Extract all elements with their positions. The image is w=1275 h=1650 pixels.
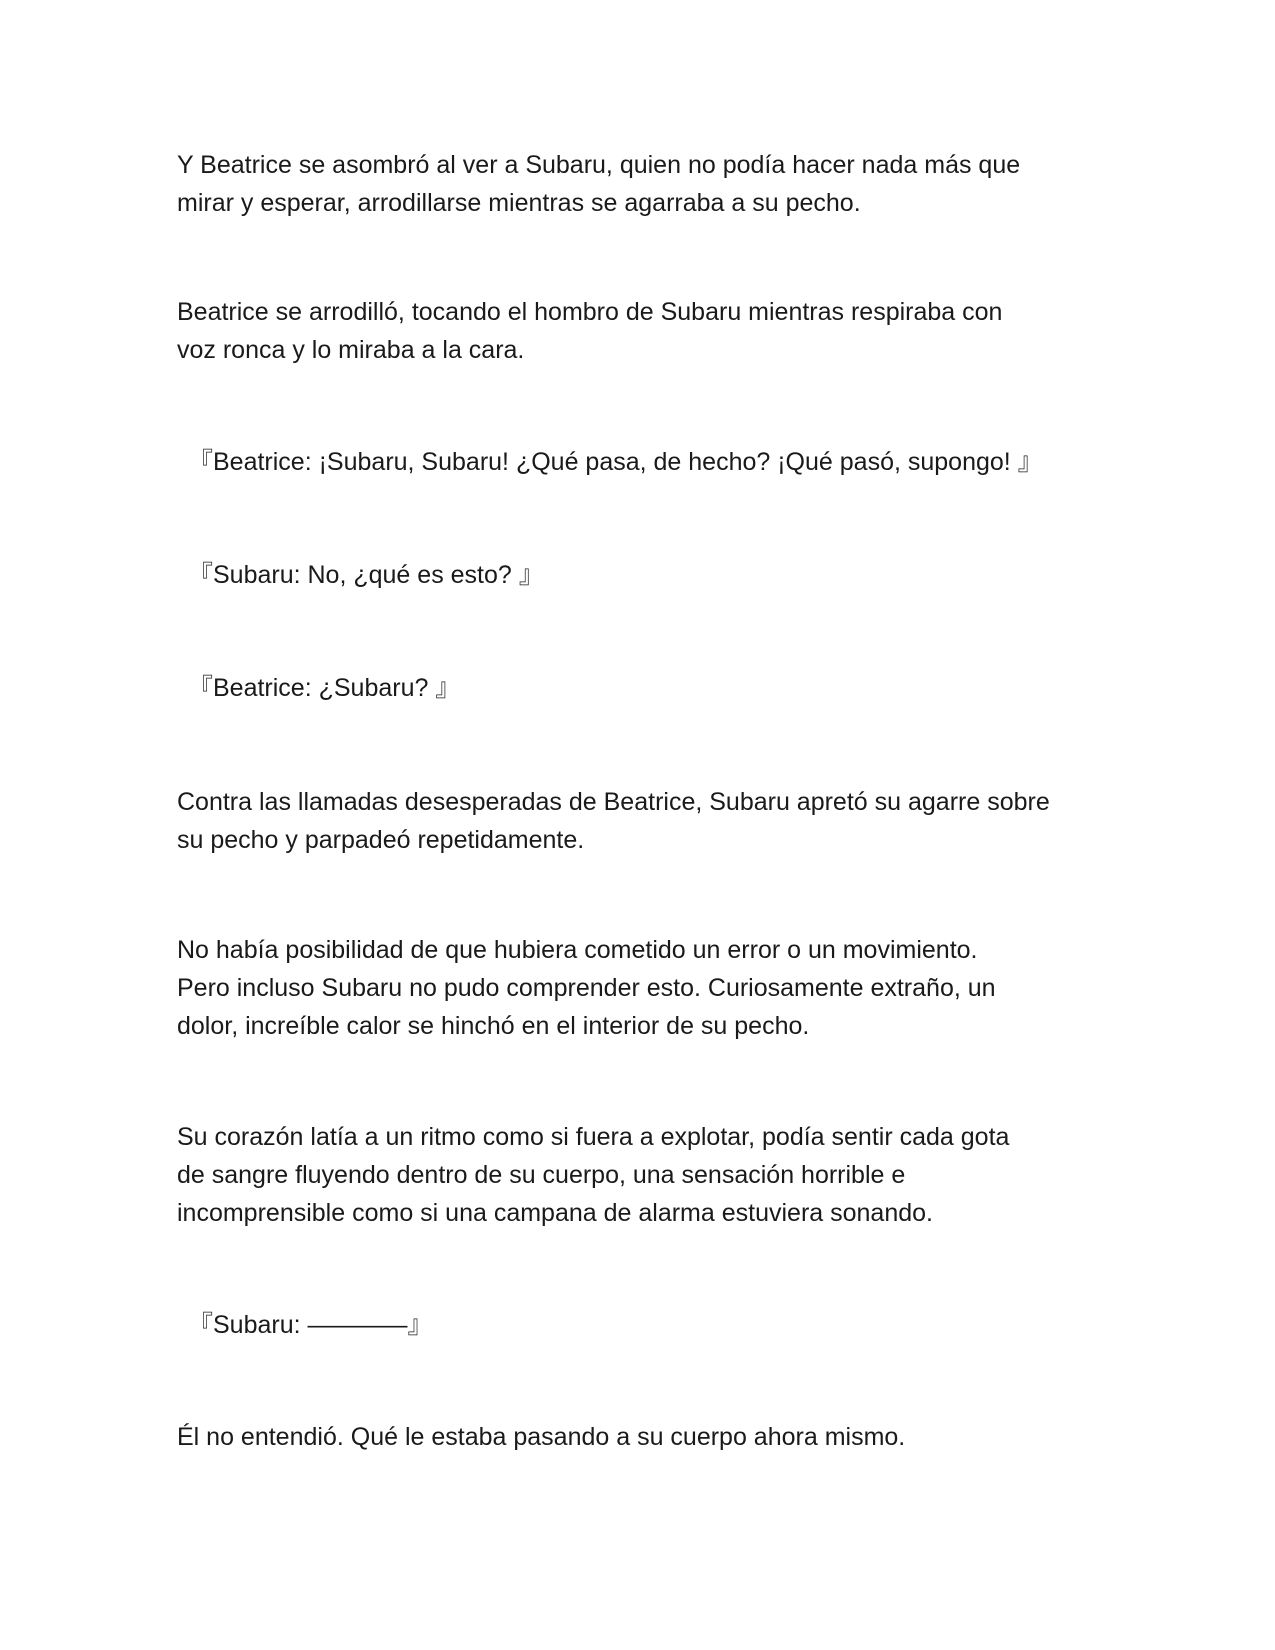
- paragraph-line: Pero incluso Subaru no pudo comprender esto. Curiosamente extraño, un: [177, 974, 996, 1002]
- paragraph-line: Beatrice se arrodilló, tocando el hombro de Subaru mientras respiraba con: [177, 298, 1003, 326]
- paragraph-line: Su corazón latía a un ritmo como si fuera a explotar, podía sentir cada gota: [177, 1123, 1010, 1151]
- paragraph-line: su pecho y parpadeó repetidamente.: [177, 826, 585, 854]
- paragraph-6: [177, 1418, 1107, 1456]
- dialogue-3: [188, 669, 1118, 707]
- paragraph-line: Contra las llamadas desesperadas de Beatrice, Subaru apretó su agarre sobre: [177, 788, 1050, 816]
- dialogue-1: [188, 443, 1118, 481]
- paragraph-2: [177, 293, 1107, 369]
- dialogue-2: [188, 556, 1118, 594]
- paragraph-line: mirar y esperar, arrodillarse mientras se agarraba a su pecho.: [177, 189, 861, 217]
- paragraph-line: No había posibilidad de que hubiera cometido un error o un movimiento.: [177, 936, 978, 964]
- dialogue-line: 『Subaru: No, ¿qué es esto? 』: [188, 561, 544, 589]
- paragraph-line: de sangre fluyendo dentro de su cuerpo, una sensación horrible e: [177, 1161, 906, 1189]
- paragraph-4: [177, 931, 1107, 1045]
- dialogue-line: 『Beatrice: ¡Subaru, Subaru! ¿Qué pasa, de hecho? ¡Qué pasó, supongo! 』: [188, 448, 1043, 476]
- paragraph-5: [177, 1118, 1107, 1232]
- paragraph-1: [177, 146, 1107, 222]
- paragraph-line: Él no entendió. Qué le estaba pasando a su cuerpo ahora mismo.: [177, 1423, 906, 1451]
- paragraph-line: incomprensible como si una campana de alarma estuviera sonando.: [177, 1199, 933, 1227]
- paragraph-line: dolor, increíble calor se hinchó en el interior de su pecho.: [177, 1012, 810, 1040]
- paragraph-line: voz ronca y lo miraba a la cara.: [177, 336, 525, 364]
- paragraph-3: [177, 783, 1107, 859]
- dialogue-line: 『Beatrice: ¿Subaru? 』: [188, 674, 461, 702]
- dialogue-line: 『Subaru: ————』: [188, 1311, 433, 1339]
- paragraph-line: Y Beatrice se asombró al ver a Subaru, quien no podía hacer nada más que: [177, 151, 1021, 179]
- dialogue-4: [188, 1306, 1118, 1344]
